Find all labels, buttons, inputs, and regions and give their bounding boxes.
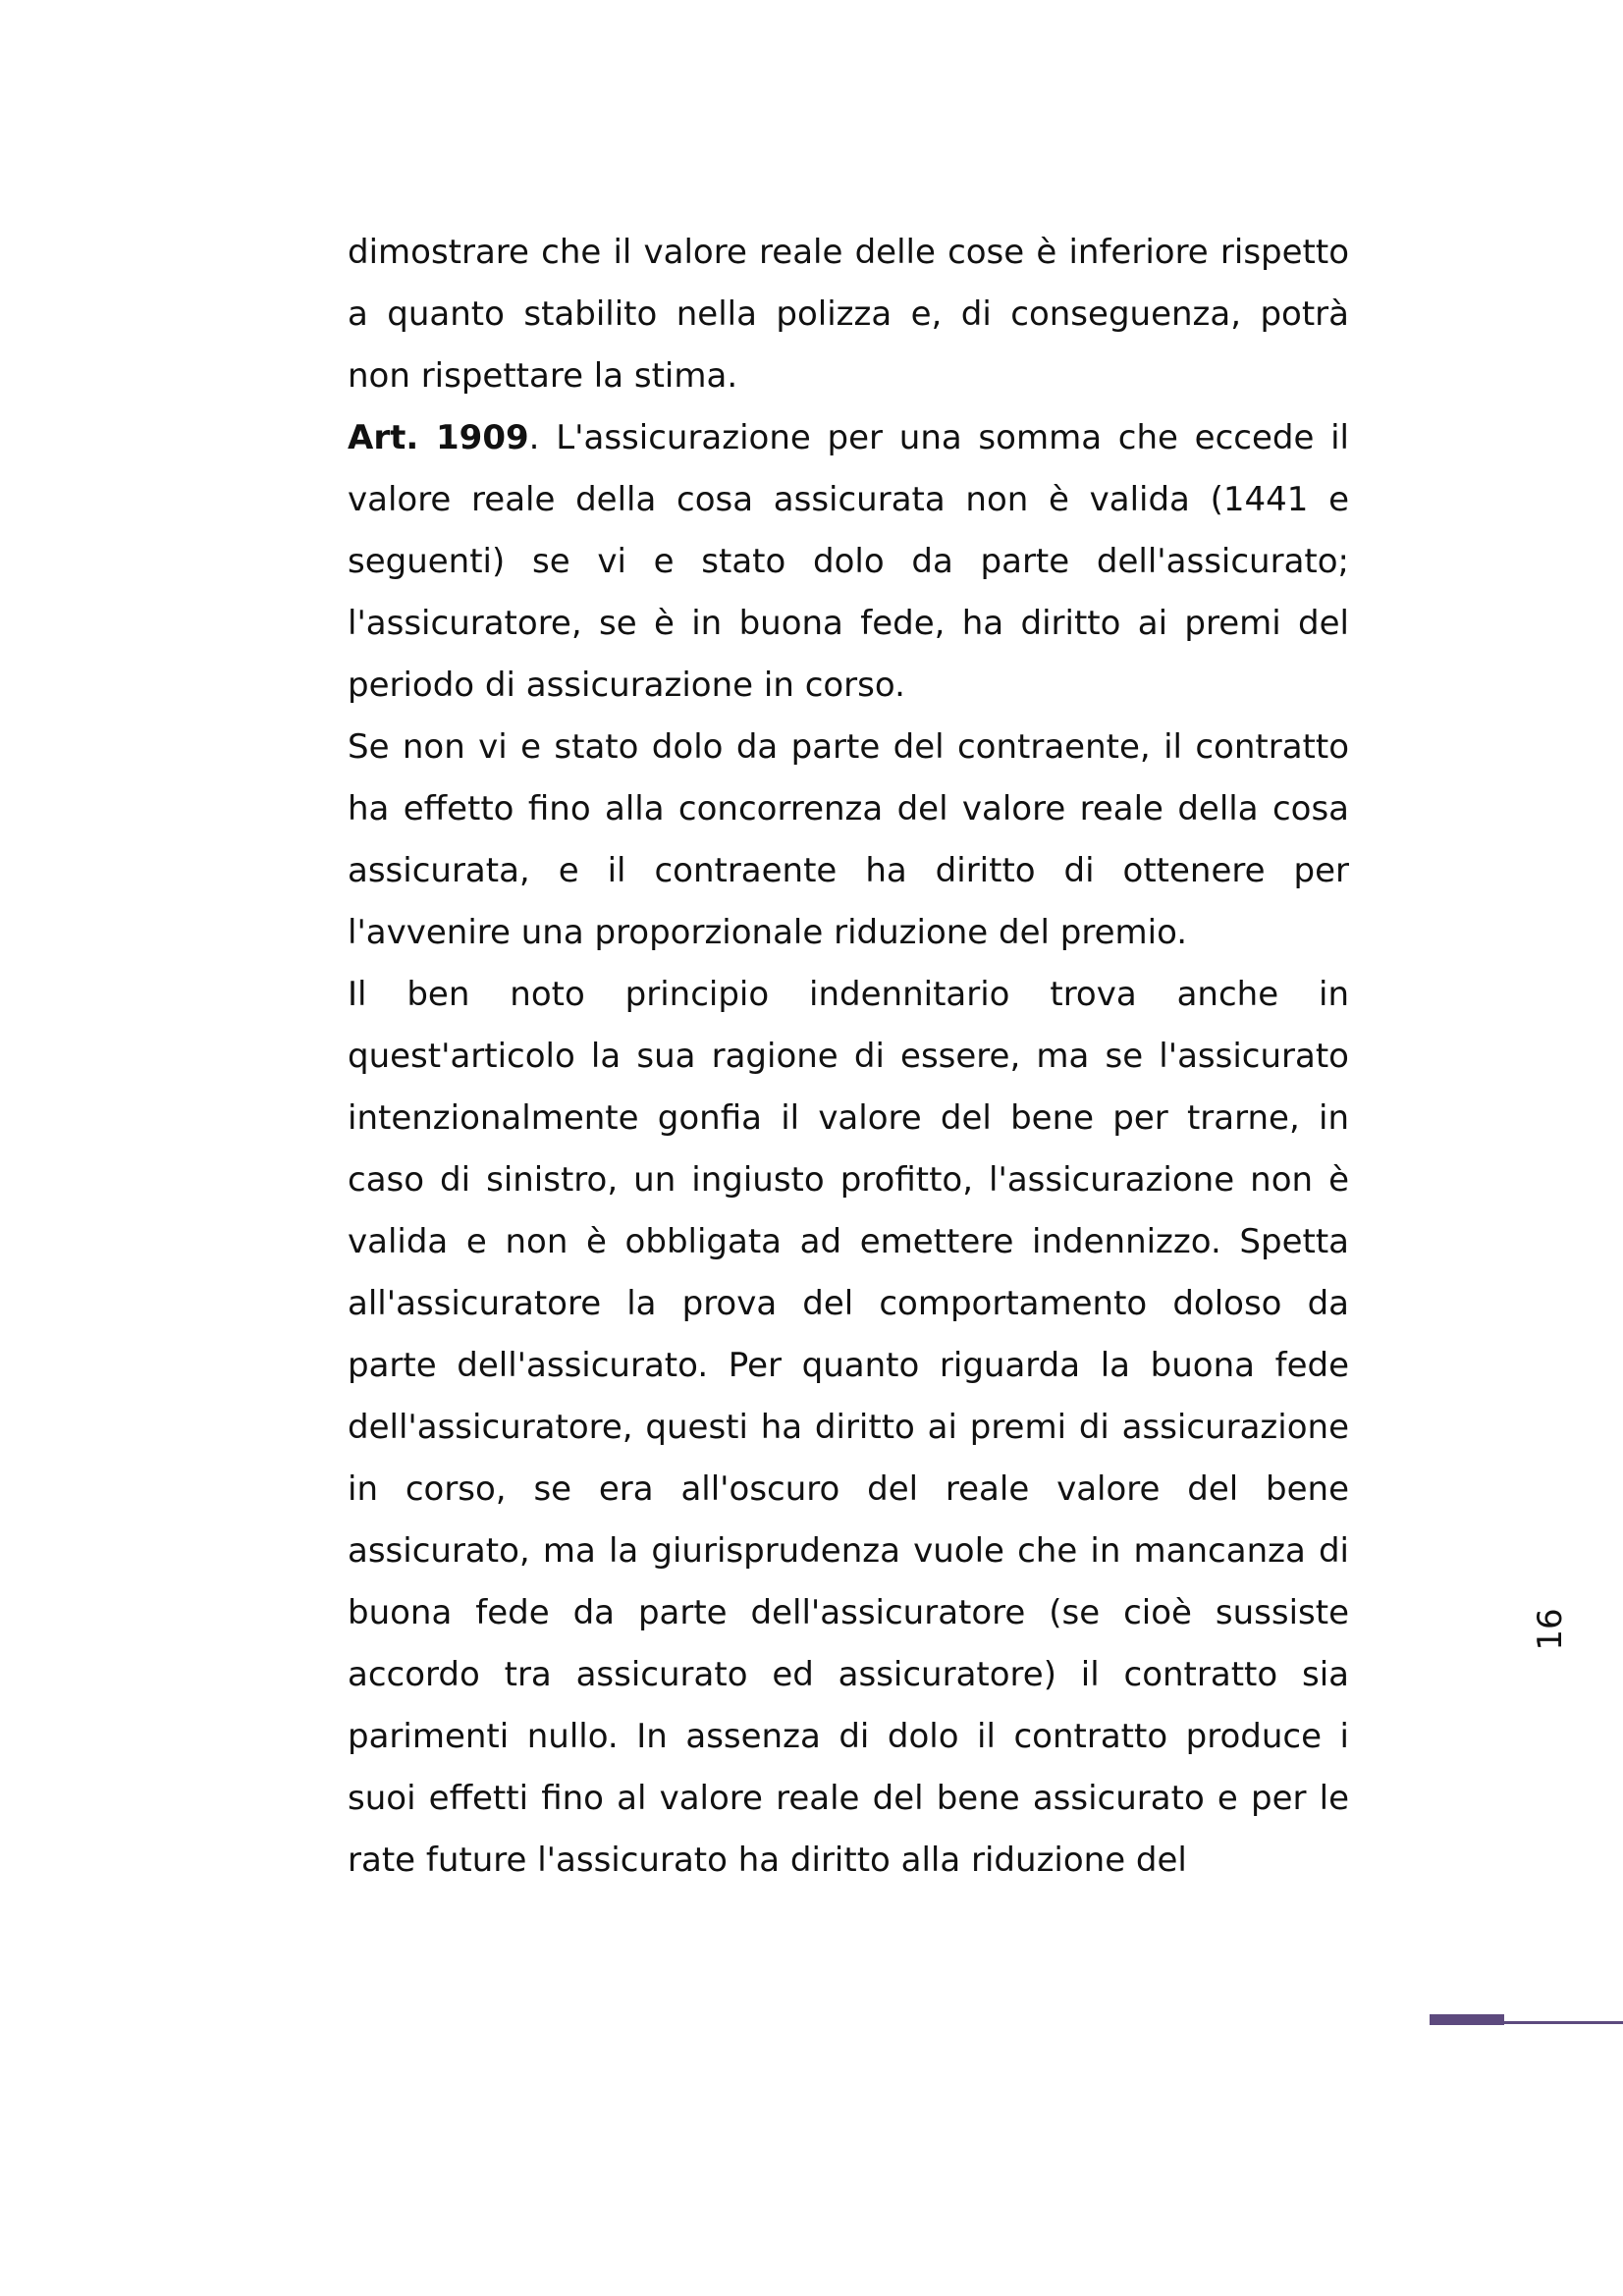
paragraph-indemnity-principle: Il ben noto principio indennitario trova anche in quest'articolo la sua ragione di essere, ma se l'assicurato intenzionalmente gonfia il valore del bene per trarne, in caso di sinistro, un ingiusto profitto, l'assicurazione non è valida e non è obbligata ad emettere indennizzo. Spetta all'assicuratore la prova del comportamento doloso da parte dell'assicurato. Per quanto riguarda la buona fede dell'assicuratore, questi ha diritto ai premi di assicurazione in corso, se era all'oscuro del reale valore del bene assicurato, ma la giurisprudenza vuole che in mancanza di buona fede da parte dell'assicuratore (se cioè sussiste accordo tra assicurato ed assicuratore) il contratto sia parimenti nullo. In assenza di dolo il contratto produce i suoi effetti fino al valore reale del bene assicurato e per le rate future l'assicurato ha diritto alla riduzione del — [348, 975, 1349, 1880]
paragraph-article-1909 — [348, 407, 1349, 717]
article-label: Art. 1909 — [348, 418, 529, 457]
article-text: . L'assicurazione per una somma che eccede il valore reale della cosa assicurata non è valida (1441 e seguenti) se vi e stato dolo da parte dell'assicurato; l'assicuratore, se è in buona fede, ha diritto ai premi del periodo di assicurazione in corso. — [348, 418, 1350, 705]
footer-rule-accent — [1430, 2014, 1504, 2025]
page-number: 16 — [1531, 1608, 1570, 1651]
paragraph-no-fraud: Se non vi e stato dolo da parte del contraente, il contratto ha effetto fino alla concorrenza del valore reale della cosa assicurata, e il contraente ha diritto di ottenere per l'avvenire una proporzionale riduzione del premio. — [348, 727, 1349, 952]
body-text — [348, 222, 1349, 1892]
paragraph-continuation: dimostrare che il valore reale delle cose è inferiore rispetto a quanto stabilito nella polizza e, di conseguenza, potrà non rispettare la stima. — [348, 233, 1349, 396]
